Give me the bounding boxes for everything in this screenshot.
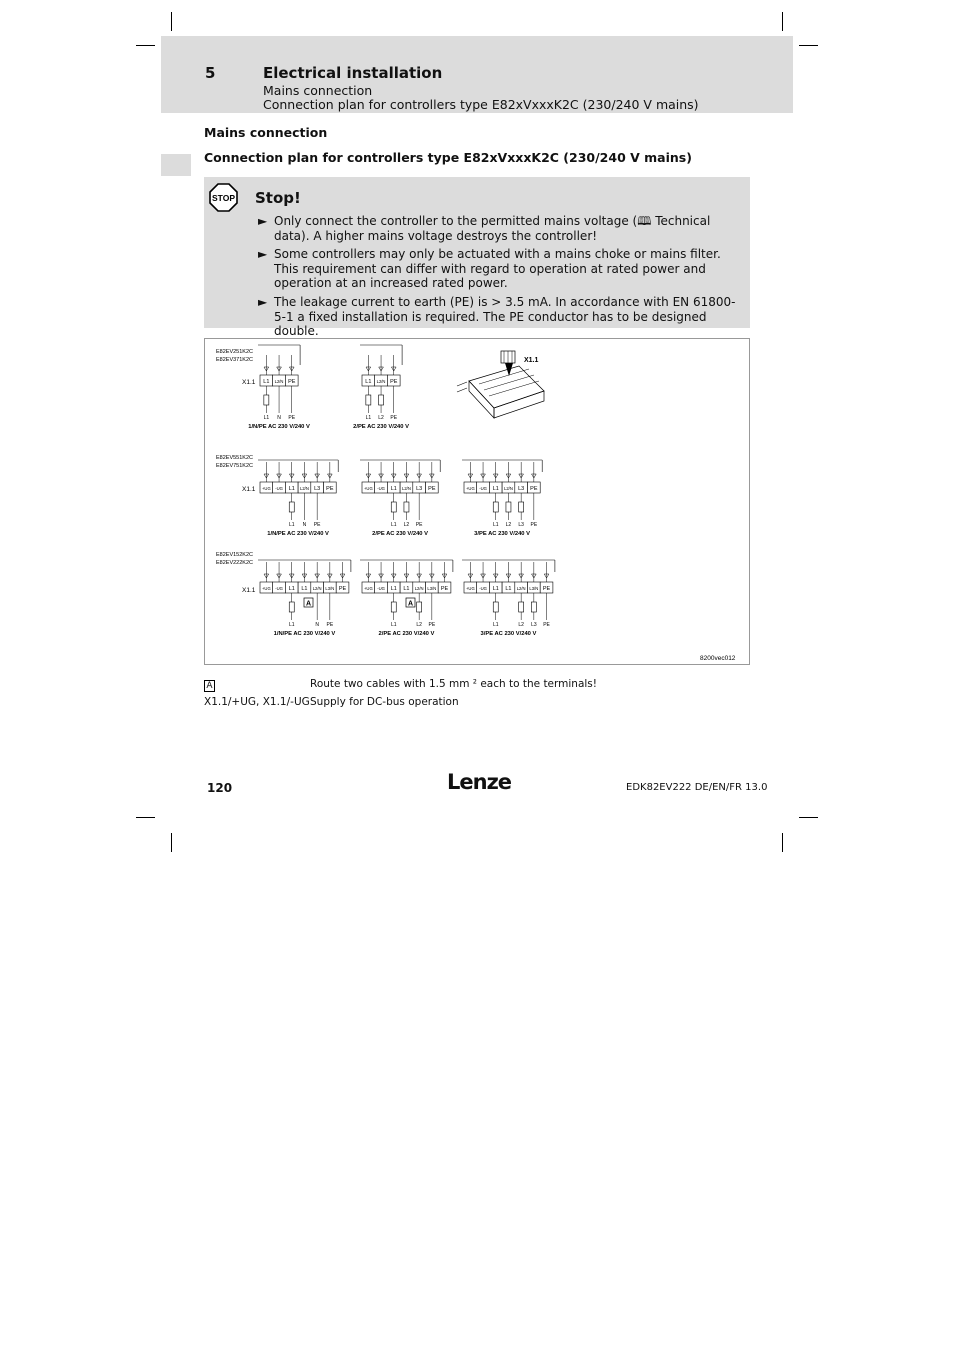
supply-label: L2 <box>518 622 524 628</box>
marker-a: A <box>305 600 312 608</box>
terminal-diagram <box>462 460 542 537</box>
model-label: E82EV251K2C <box>216 349 253 355</box>
terminal-label: L2/N <box>376 379 386 384</box>
crop-mark <box>136 45 155 46</box>
terminal-label: +UG <box>363 586 373 591</box>
diagram-caption: 2/PE AC 230 V/240 V <box>378 631 435 637</box>
crop-mark <box>782 12 783 31</box>
wiring-diagram <box>204 338 750 665</box>
terminal-label: L3 <box>314 486 321 492</box>
model-label: E82EV152K2C <box>216 552 253 558</box>
supply-label: L1 <box>263 415 270 421</box>
supply-label: PE <box>543 622 550 628</box>
supply-label: L3 <box>518 522 524 528</box>
supply-label: L1 <box>390 622 397 628</box>
page-number: 120 <box>207 781 233 795</box>
terminal-label: L1 <box>492 486 499 492</box>
terminal-label: L2/N <box>414 586 424 591</box>
terminal-label: L1 <box>390 486 397 492</box>
supply-label: N <box>315 622 319 628</box>
terminal-label: -UG <box>479 586 487 591</box>
bullet-arrow: ► <box>258 214 268 228</box>
diagram-caption: 2/PE AC 230 V/240 V <box>353 424 409 430</box>
supply-label: L1 <box>288 622 295 628</box>
margin-marker <box>161 154 191 176</box>
model-label: E82EV551K2C <box>216 455 253 461</box>
terminal-label: L3 <box>518 486 525 492</box>
lenze-logo: Lenze <box>447 770 512 794</box>
stop-sign-icon <box>209 183 238 212</box>
legend-text: Supply for DC-bus operation <box>310 696 459 708</box>
bullet-arrow: ► <box>258 247 268 261</box>
crop-mark <box>136 817 155 818</box>
terminal-label: L2/N <box>312 586 322 591</box>
terminal-diagram <box>258 460 338 537</box>
terminal-label: PE <box>288 379 296 385</box>
terminal-label: -UG <box>377 486 385 491</box>
marker-a: A <box>407 600 414 608</box>
terminal-label: +UG <box>465 486 475 491</box>
supply-label: L1 <box>390 522 397 528</box>
chapter-title: Electrical installation <box>263 64 443 82</box>
terminal-label: PE <box>542 586 551 592</box>
terminal-label: +UG <box>261 586 271 591</box>
terminal-label: L1 <box>390 586 397 592</box>
legend-key: X1.1/+UG, X1.1/-UG <box>204 696 310 708</box>
supply-label: N <box>277 415 281 421</box>
terminal-label: L2/N <box>504 486 513 491</box>
supply-label: L1 <box>365 415 372 421</box>
terminal-label: -UG <box>275 486 283 491</box>
stop-bullet-text: Some controllers may only be actuated with a mains choke or mains filter. This requirement can differ with regard to operation at rated power and operation at an increased rated power. <box>274 247 721 290</box>
supply-label: L2 <box>403 522 410 528</box>
stop-sign-label: STOP <box>212 193 235 203</box>
terminal-label: L2/N <box>516 586 526 591</box>
legend-key-a: A <box>204 680 215 692</box>
connector-label: X1.1 <box>524 357 539 364</box>
header-subtitle-1: Mains connection <box>263 83 373 98</box>
terminal-label: L1 <box>365 379 372 385</box>
legend-text: Route two cables with 1.5 mm ² each to the terminals! <box>310 678 597 690</box>
terminal-label: PE <box>530 486 538 492</box>
crop-mark <box>782 833 783 852</box>
bullet-arrow: ► <box>258 295 268 309</box>
terminal-label: L1 <box>301 586 308 592</box>
terminal-label: L3/N <box>427 586 437 591</box>
supply-label: PE <box>428 622 436 628</box>
connector-label: X1.1 <box>242 587 256 594</box>
supply-label: L2 <box>505 522 512 528</box>
terminal-diagram <box>462 560 555 637</box>
terminal-label: PE <box>440 586 449 592</box>
diagram-caption: 1/N/PE AC 230 V/240 V <box>248 424 310 430</box>
model-label: E82EV371K2C <box>216 357 253 363</box>
crop-mark <box>799 817 818 818</box>
supply-label: N <box>302 522 307 528</box>
supply-label: PE <box>415 522 423 528</box>
terminal-label: PE <box>338 586 347 592</box>
terminal-label: -UG <box>275 586 283 591</box>
supply-label: PE <box>530 522 538 528</box>
crop-mark <box>171 12 172 31</box>
subsection-heading: Connection plan for controllers type E82xVxxxK2C (230/240 V mains) <box>204 150 692 165</box>
stop-title: Stop! <box>255 189 301 207</box>
terminal-label: -UG <box>479 486 487 491</box>
diagram-caption: 3/PE AC 230 V/240 V <box>480 631 537 637</box>
terminal-label: L2/N <box>402 486 411 491</box>
diagram-caption: 1/N/PE AC 230 V/240 V <box>267 531 329 537</box>
connector-label: X1.1 <box>242 486 256 493</box>
model-label: E82EV751K2C <box>216 463 253 469</box>
crop-mark <box>799 45 818 46</box>
terminal-label: PE <box>326 486 334 492</box>
model-label: E82EV222K2C <box>216 560 253 566</box>
terminal-diagram <box>360 460 440 537</box>
terminal-label: L3 <box>416 486 423 492</box>
terminal-label: L1 <box>288 586 295 592</box>
terminal-label: L3/N <box>529 586 539 591</box>
supply-label: L2 <box>416 622 422 628</box>
terminal-diagram <box>360 560 453 637</box>
crop-mark <box>171 833 172 852</box>
supply-label: L3 <box>531 622 537 628</box>
document-id: EDK82EV222 DE/EN/FR 13.0 <box>626 782 768 793</box>
diagram-caption: 3/PE AC 230 V/240 V <box>474 531 531 537</box>
terminal-label: L1 <box>263 379 270 385</box>
terminal-label: PE <box>428 486 436 492</box>
section-heading: Mains connection <box>204 125 328 140</box>
terminal-label: -UG <box>377 586 385 591</box>
supply-label: PE <box>313 522 321 528</box>
supply-label: L1 <box>492 622 499 628</box>
supply-label: L1 <box>288 522 295 528</box>
terminal-label: +UG <box>465 586 475 591</box>
supply-label: PE <box>326 622 334 628</box>
connector-label: X1.1 <box>242 379 256 386</box>
terminal-label: L1 <box>492 586 499 592</box>
terminal-diagram <box>258 560 351 637</box>
terminal-label: +UG <box>261 486 271 491</box>
terminal-label: +UG <box>363 486 373 491</box>
figure-reference: 8200vec012 <box>700 655 736 662</box>
diagram-caption: 2/PE AC 230 V/240 V <box>372 531 429 537</box>
controller-illustration <box>457 351 544 418</box>
terminal-label: L1 <box>288 486 295 492</box>
supply-label: PE <box>390 415 398 421</box>
terminal-label: L1 <box>403 586 410 592</box>
terminal-label: L2/N <box>300 486 309 491</box>
header-subtitle-2: Connection plan for controllers type E82xVxxxK2C (230/240 V mains) <box>263 97 699 112</box>
chapter-number: 5 <box>205 64 216 82</box>
supply-label: L1 <box>492 522 499 528</box>
supply-label: L2 <box>378 415 384 421</box>
stop-bullet-text: The leakage current to earth (PE) is > 3.5 mA. In accordance with EN 61800-5-1 a fixed installation is required. The PE conductor has to be designed double. <box>274 295 736 338</box>
terminal-label: L3/N <box>325 586 335 591</box>
terminal-diagram <box>353 345 409 430</box>
stop-bullet-text: Only connect the controller to the permitted mains voltage (🕮 Technical data). A higher mains voltage destroys the controller! <box>274 214 711 243</box>
diagram-caption: 1/N/PE AC 230 V/240 V <box>273 631 336 637</box>
terminal-label: L2/N <box>274 379 284 384</box>
terminal-diagram <box>248 345 310 430</box>
terminal-label: PE <box>390 379 398 385</box>
supply-label: PE <box>288 415 296 421</box>
terminal-label: L1 <box>505 586 512 592</box>
